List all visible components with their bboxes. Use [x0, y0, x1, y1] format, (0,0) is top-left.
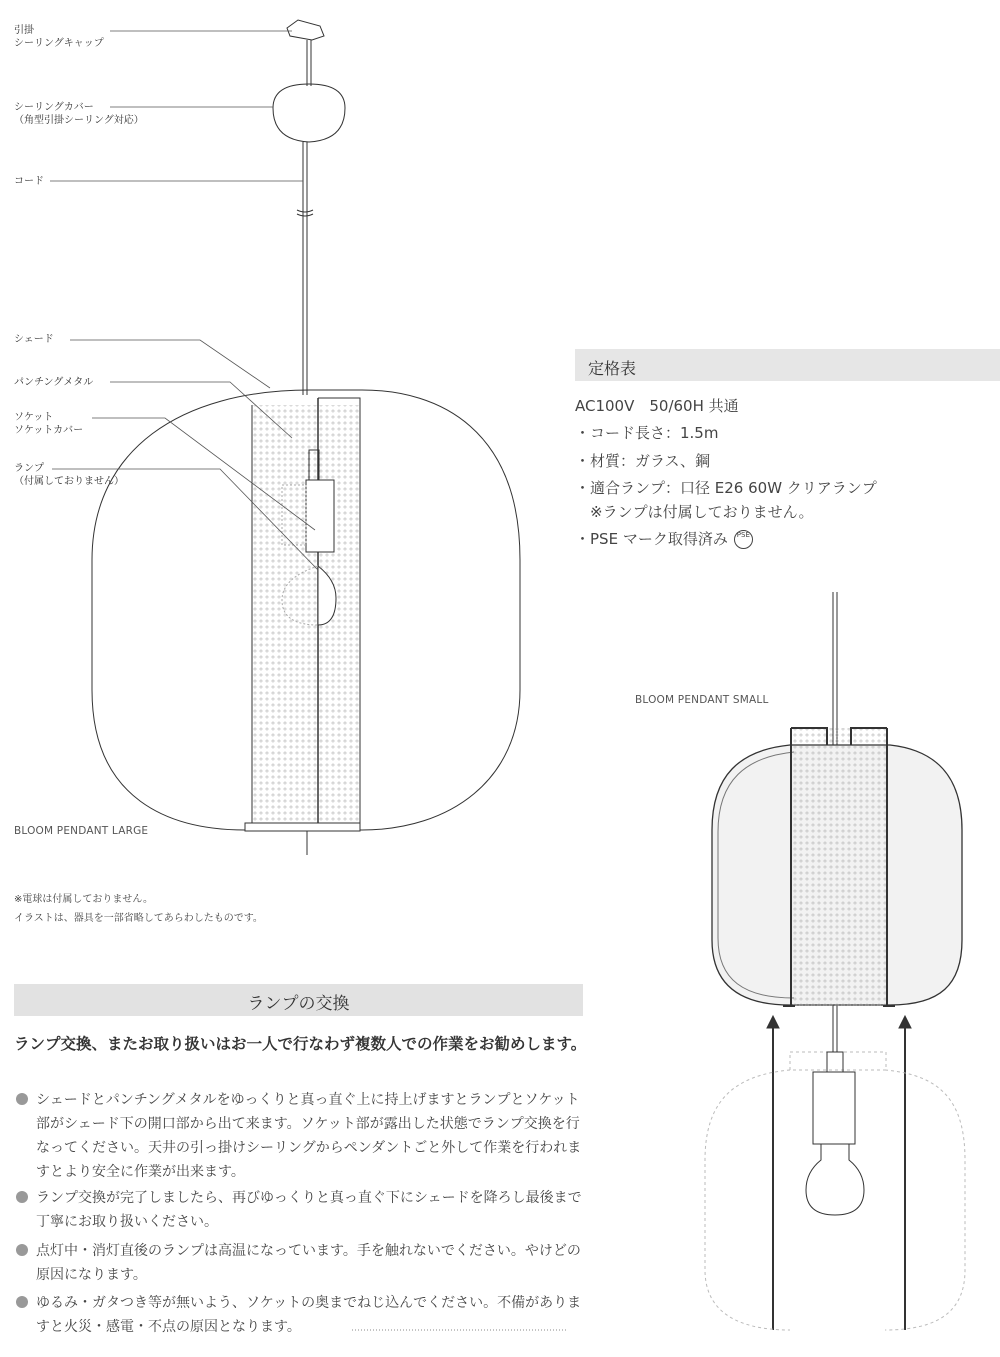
list-item: 点灯中・消灯直後のランプは高温になっています。手を触れないでください。やけどの原因になります。	[16, 1239, 588, 1287]
large-pendant-drawing	[92, 20, 520, 855]
spec-line-material: ・材質：ガラス、鋼	[575, 452, 711, 470]
bullet-dot-icon	[16, 1093, 28, 1105]
label-lamp: ランプ （付属しておりません）	[14, 463, 124, 487]
spec-line-pse: ・PSE マーク取得済み PSE	[575, 528, 753, 549]
note-illustration: イラストは、器具を一部省略してあらわしたものです。	[14, 913, 263, 924]
ceiling-cover-shape	[273, 84, 345, 142]
bullet-dot-icon	[16, 1191, 28, 1203]
label-punching-metal: パンチングメタル	[14, 377, 94, 388]
lamp-exchange-warning: ランプ交換、またお取り扱いはお一人で行なわず複数人での作業をお勧めします。	[14, 1035, 587, 1053]
lamp-exchange-title: ランプの交換	[247, 994, 350, 1014]
punching-metal-fill	[252, 405, 360, 825]
spec-header-bar	[575, 349, 1000, 381]
label-cord: コード	[14, 176, 44, 187]
spec-line-lamp: ・適合ランプ：口径 E26 60W クリアランプ	[575, 479, 877, 497]
label-shade: シェード	[14, 334, 54, 345]
label-socket: ソケット ソケットカバー	[14, 412, 84, 436]
spec-title: 定格表	[588, 359, 637, 378]
spec-line-cord: ・コード長さ：1.5m	[575, 424, 719, 442]
list-item: シェードとパンチングメタルをゆっくりと真っ直ぐ上に持上げますとランプとソケット部がシェード下の開口部から出て来ます。ソケット部が露出した状態でランプ交換を行なってください。天井の引っ掛けシーリングからペンダントごと外して作業を行われますとより安全に作業が出来ます。	[16, 1088, 588, 1184]
caption-small: BLOOM PENDANT SMALL	[635, 694, 769, 706]
bullet-dot-icon	[16, 1244, 28, 1256]
note-bulb: ※電球は付属しておりません。	[14, 894, 153, 905]
bullet-dot-icon	[16, 1296, 28, 1308]
label-ceiling-cap: 引掛 シーリングキャップ	[14, 25, 104, 49]
list-item: ゆるみ・ガタつき等が無いよう、ソケットの奥までねじ込んでください。不備がありますと火災・感電・不点の原因となります。	[16, 1291, 588, 1339]
list-item: ランプ交換が完了しましたら、再びゆっくりと真っ直ぐ下にシェードを降ろし最後まで丁寧にお取り扱いください。	[16, 1186, 588, 1234]
caption-large: BLOOM PENDANT LARGE	[14, 825, 149, 837]
label-ceiling-cover: シーリングカバー （角型引掛シーリング対応）	[14, 102, 144, 126]
pse-mark-icon: PSE	[734, 530, 753, 549]
spec-line-lamp-note: ※ランプは付属しておりません。	[575, 503, 814, 521]
ceiling-cap-shape	[287, 20, 324, 40]
spec-line-power: AC100V 50/60H 共通	[575, 397, 739, 415]
